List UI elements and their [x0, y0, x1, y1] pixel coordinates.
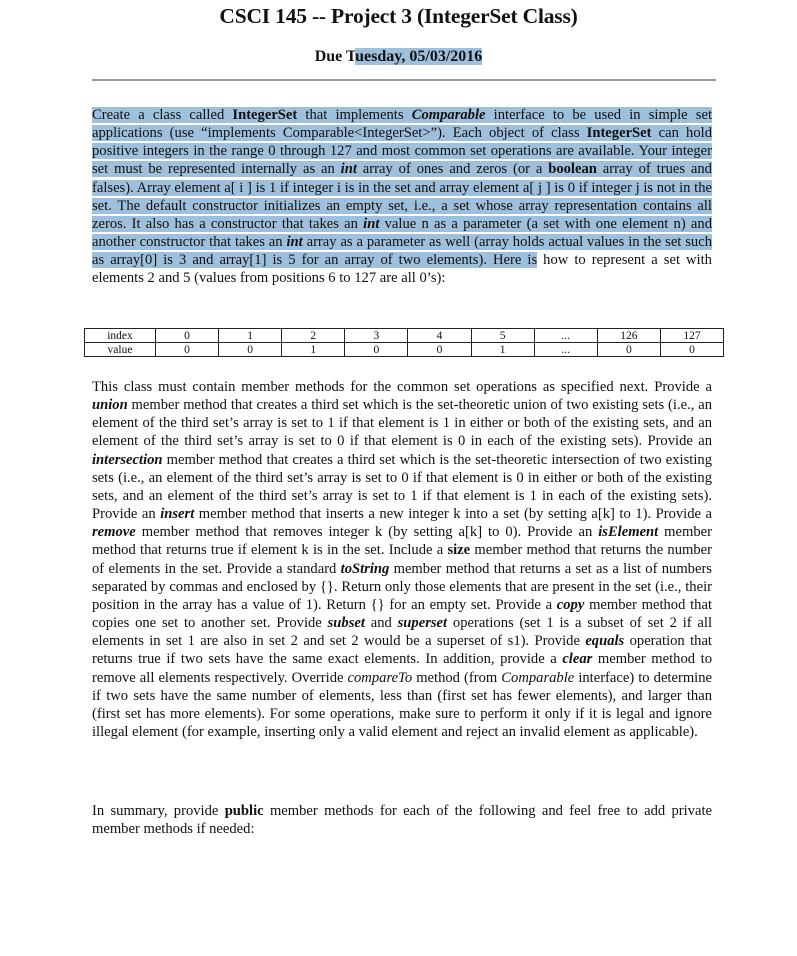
body-text: member method that returns a set as a list of numbers separated by commas and enclosed by {}. Return only those elements that are present in the set (i.e., their position in the array has a value of 1). Return {} for an empty set. Provide a [92, 560, 712, 613]
horizontal-rule [92, 79, 716, 81]
table-cell: 1 [471, 343, 534, 357]
intro-text: can hold positive integers in the range 0 through 127 and most common set operations are available. Your integer set must be represented internally as an [92, 125, 712, 178]
intro-highlight [92, 107, 712, 268]
method-equals: equals [585, 633, 625, 650]
intro-text: that implements [297, 107, 412, 123]
body-text: member method that creates a third set which is the set-theoretic union of two existing sets (i.e., an element of the third set’s array is set to 1 if that element is 1 in either or both of the existing sets, and an element of the third set’s array is set to 0 if that element is 0 in each of the existing sets). Provide an [92, 397, 712, 450]
table-cell: 1 [282, 343, 345, 357]
method-clear: clear [562, 651, 593, 668]
due-prefix: Due T [314, 48, 356, 65]
table-row-index [85, 329, 724, 343]
body-text: interface) to determine if two sets have the same number of elements, less than (first set has fewer elements), and larger than (first set has more elements). For some operations, make sure to perform it only if it is legal and ignore illegal element (for example, inserting only a valid element and reject an invalid element as applicable). [92, 669, 713, 740]
table-cell: 3 [345, 329, 408, 343]
intro-bold-comparable: Comparable [411, 107, 486, 123]
method-insert: insert [160, 506, 195, 523]
body-text: method (from [412, 669, 502, 686]
intro-bold-boolean: boolean [548, 161, 597, 178]
summary-paragraph [92, 802, 712, 838]
intro-text: array of ones and zeros (or a [356, 161, 549, 178]
body-text: operations (set 1 is a subset of set 2 if all elements in set 1 are also in set 2 and set 2 would be a superset of s1). Provide [92, 615, 713, 650]
table-cell: index [85, 329, 156, 343]
body-text: operation that returns true if two sets have the same exact elements. In addition, provide a [92, 633, 712, 668]
table-cell: 0 [597, 343, 660, 357]
intro-text: how to represent a set with elements 2 and 5 (values from positions 6 to 127 are all 0’s): [92, 252, 712, 287]
page-title: CSCI 145 -- Project 3 (IntegerSet Class) [219, 4, 578, 28]
body-text: member method that inserts a new integer k into a set (by setting a[k] to 1). Provide a [194, 506, 712, 523]
table-cell: 0 [345, 343, 408, 357]
body-text: member method that copies one set to another set. Provide [92, 596, 712, 632]
body-text: This class must contain member methods for the common set operations as specified next. Provide a [92, 379, 712, 395]
method-intersection: intersection [92, 451, 163, 468]
method-tostring: toString [340, 560, 390, 577]
table-cell: 0 [156, 343, 219, 357]
method-copy: copy [556, 596, 585, 613]
table-cell: 127 [660, 329, 723, 343]
body-text: member method that returns true if element k is in the set. Include a [92, 524, 712, 559]
intro-text: interface to be used in simple set applications (use “implements Comparable<IntegerSet>”). Each object of class [92, 107, 712, 142]
table-cell: 5 [471, 329, 534, 343]
method-remove: remove [92, 524, 136, 541]
method-superset: superset [397, 615, 448, 632]
summary-text: member methods for each of the following and feel free to add private member methods if needed: [92, 803, 712, 838]
table-cell: ... [534, 343, 597, 357]
table-cell: 4 [408, 329, 471, 343]
intro-text: value n as a parameter (a set with one element n) and another constructor that takes an [92, 215, 712, 251]
table-row-value [85, 343, 724, 357]
array-table [84, 328, 724, 357]
body-text: and [364, 615, 398, 632]
table-cell: 0 [408, 343, 471, 357]
method-iselement: isElement [598, 524, 659, 541]
intro-paragraph [92, 106, 712, 288]
intro-bold-integerset: IntegerSet [586, 125, 652, 142]
intro-bold-int: int [340, 161, 357, 178]
summary-text: In summary, provide [92, 803, 225, 819]
methods-paragraph [92, 378, 712, 741]
summary-bold-public: public [224, 803, 264, 819]
intro-text: array as a parameter as well (array holds actual values in the set such as array[0] is 3 and array[1] is 5 for an array of two elements). Here is [92, 234, 712, 269]
table-cell: 126 [597, 329, 660, 343]
table-cell: 0 [660, 343, 723, 357]
interface-comparable: Comparable [501, 669, 575, 686]
table-cell: 2 [282, 329, 345, 343]
intro-bold-integerset: IntegerSet [232, 107, 298, 123]
method-subset: subset [327, 615, 365, 632]
body-text: member method that removes integer k (by setting a[k] to 0). Provide an [135, 524, 599, 541]
intro-text: array of trues and falses). Array element a[ i ] is 1 if integer i is in the set and array element a[ j ] is 0 if integer j is not in the set. The default constructor initializes an empty set, i.e., a set whose array representation contains all zeros. It also has a constructor that takes an [92, 161, 712, 232]
table-cell: 1 [219, 329, 282, 343]
method-union: union [92, 397, 128, 414]
body-text: member method that creates a third set which is the set-theoretic intersection of two existing sets (i.e., an element of the third set’s array is set to 0 if that element is 0 in either or both of the existing sets, and an element of the third set’s array is set to 1 if that element is 1 in each of the existing sets). Provide an [92, 451, 712, 523]
method-compareto: compareTo [347, 669, 413, 686]
due-date [0, 48, 797, 66]
due-date-highlight: uesday, 05/03/2016 [355, 48, 483, 65]
table-cell: value [85, 343, 156, 357]
intro-bold-int: int [286, 234, 303, 251]
table-cell: 0 [156, 329, 219, 343]
table-cell: 0 [219, 343, 282, 357]
method-size: size [447, 542, 471, 559]
intro-bold-int: int [363, 215, 380, 232]
body-text: member method to remove all elements respectively. Override [92, 651, 712, 686]
body-text: member method that returns the number of elements in the set. Provide a standard [92, 542, 712, 577]
table-cell: ... [534, 329, 597, 343]
intro-text: Create a class called [92, 107, 233, 123]
